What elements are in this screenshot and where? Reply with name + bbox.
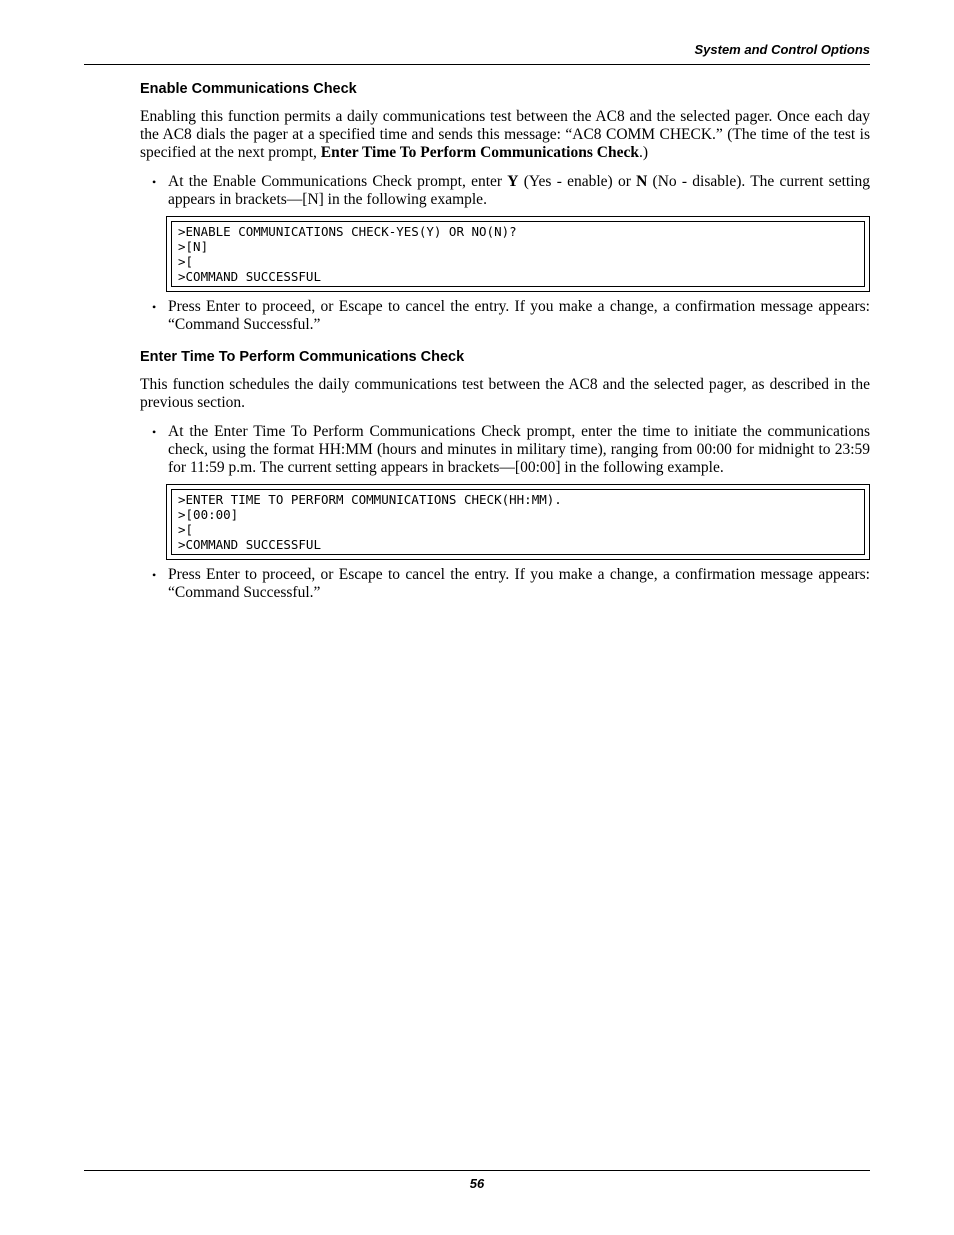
section-heading: Enter Time To Perform Communications Check bbox=[140, 349, 465, 365]
code-line: >[ bbox=[178, 522, 194, 537]
header-rule bbox=[84, 64, 870, 65]
page-number: 56 bbox=[469, 1176, 485, 1191]
terminal-example-box bbox=[166, 484, 870, 560]
code-line: >[N] bbox=[178, 239, 209, 254]
terminal-example-text bbox=[171, 221, 865, 287]
list-item bbox=[140, 423, 870, 477]
section-intro-paragraph: This function schedules the daily communications test between the AC8 and the selected pager, as described in the previous section. bbox=[140, 376, 870, 411]
prompt-name-bold: Enter Time To Perform Communications Check bbox=[320, 144, 639, 161]
bullet-icon: • bbox=[152, 425, 157, 439]
code-line: >ENABLE COMMUNICATIONS CHECK-YES(Y) OR NO(N)? bbox=[178, 224, 517, 239]
bullet-icon: • bbox=[152, 175, 157, 189]
bullet-text: At the Enable Communications Check prompt, enter Y (Yes - enable) or N (No - disable). The current setting appears in brackets—[N] in the following example. bbox=[168, 173, 871, 208]
code-line: >[00:00] bbox=[178, 507, 239, 522]
code-line: >COMMAND SUCCESSFUL bbox=[178, 269, 321, 284]
list-item bbox=[140, 566, 870, 602]
bullet-text: At the Enter Time To Perform Communications Check prompt, enter the time to initiate the communications check, using the format HH:MM (hours and minutes in military time), ranging from 00:00 for midnight to 23:59 for 11:59 p.m. The current setting appears in brackets—[00:00] in the following example. bbox=[168, 423, 870, 476]
running-header: System and Control Options bbox=[694, 42, 870, 57]
section-enable-communications-check bbox=[140, 80, 870, 334]
list-item bbox=[140, 173, 870, 209]
code-line: >[ bbox=[178, 254, 194, 269]
bullet-text: Press Enter to proceed, or Escape to cancel the entry. If you make a change, a confirmation message appears: “Command Successful.” bbox=[168, 298, 870, 333]
section-heading: Enable Communications Check bbox=[140, 81, 357, 97]
terminal-example-box bbox=[166, 216, 870, 292]
list-item bbox=[140, 298, 870, 334]
bullet-icon: • bbox=[152, 568, 157, 582]
bullet-text: Press Enter to proceed, or Escape to cancel the entry. If you make a change, a confirmation message appears: “Command Successful.” bbox=[168, 566, 870, 601]
section-intro-paragraph: Enabling this function permits a daily communications test between the AC8 and the selected pager. Once each day the AC8 dials the pager at a specified time and sends this message: “AC8 COMM CHECK.” (The time of the test is specified at the next prompt, Enter Time To Perform Communications Check.) bbox=[140, 108, 870, 161]
terminal-example-text bbox=[171, 489, 865, 555]
bullet-icon: • bbox=[152, 300, 157, 314]
code-line: >COMMAND SUCCESSFUL bbox=[178, 537, 321, 552]
section-enter-time-communications-check bbox=[140, 348, 870, 602]
code-line: >ENTER TIME TO PERFORM COMMUNICATIONS CHECK(HH:MM). bbox=[178, 492, 562, 507]
page-content bbox=[140, 80, 870, 609]
footer-rule bbox=[84, 1170, 870, 1171]
